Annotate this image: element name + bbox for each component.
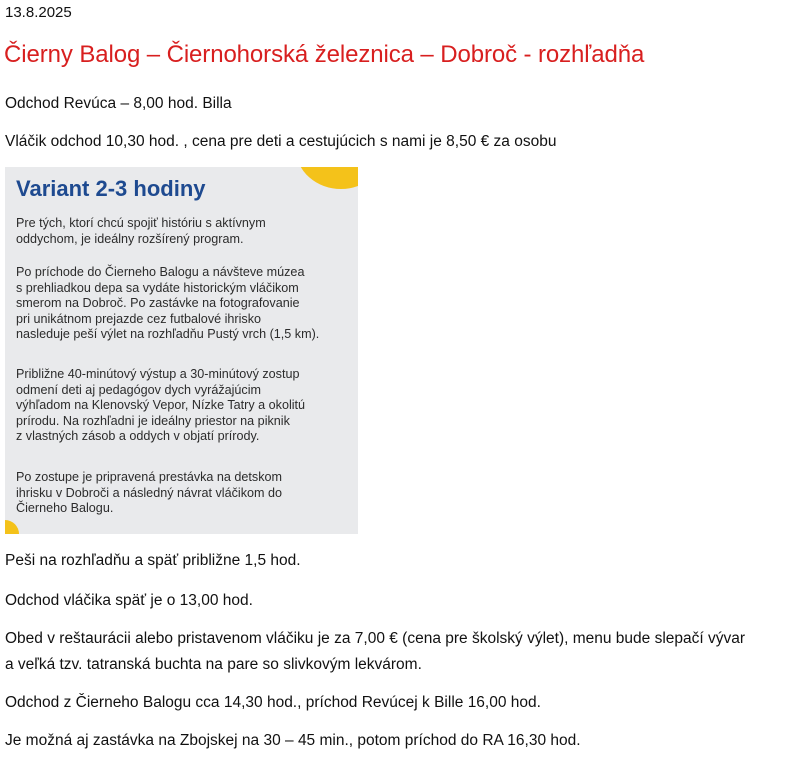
lunch-text-line-1: Obed v reštaurácii alebo pristavenom vláčiku je za 7,00 € (cena pre školský výlet), menu bude slepačí vývar	[5, 630, 746, 647]
card-paragraph: Približne 40-minútový výstup a 30-minútový zostup odmení deti aj pedagógov dych vyrážajúcim výhľadom na Klenovský Vepor, Nízke Tatry a okolitú prírodu. Na rozhľadni je ideálny priestor na piknik z vlastných zásob a oddych v objatí prírody.	[16, 367, 306, 444]
card-paragraph: Po zostupe je pripravená prestávka na detskom ihrisku v Dobroči a následný návrat vláčikom do Čierneho Balogu.	[16, 470, 283, 516]
page-title: Čierny Balog – Čiernohorská železnica – Dobroč - rozhľadňa	[4, 41, 645, 68]
lunch-text-line-2: a veľká tzv. tatranská buchta na pare so slivkovým lekvárom.	[5, 656, 422, 673]
train-text: Vláčik odchod 10,30 hod. , cena pre deti a cestujúcich s nami je 8,50 € za osobu	[5, 133, 557, 150]
sun-decoration-top	[296, 167, 358, 189]
stop-text: Je možná aj zastávka na Zbojskej na 30 – 45 min., potom príchod do RA 16,30 hod.	[5, 732, 581, 749]
card-paragraph: Po príchode do Čierneho Balogu a návšteve múzea s prehliadkou depa sa vydáte historickým vláčikom smerom na Dobroč. Po zastávke na fotografovanie pri unikátnom prejazde cez futbalové ihrisko nasleduje peší výlet na rozhľadňu Pustý vrch (1,5 km).	[16, 265, 320, 342]
sun-decoration-bottom	[5, 520, 19, 534]
walk-text: Peši na rozhľadňu a späť približne 1,5 hod.	[5, 552, 301, 569]
card-paragraph: Pre tých, ktorí chcú spojiť históriu s aktívnym oddychom, je ideálny rozšírený program.	[16, 216, 266, 246]
card-title: Variant 2-3 hodiny	[16, 176, 206, 201]
train-back-text: Odchod vláčika späť je o 13,00 hod.	[5, 592, 253, 609]
return-text: Odchod z Čierneho Balogu cca 14,30 hod., príchod Revúcej k Bille 16,00 hod.	[5, 694, 541, 711]
variant-card-image	[5, 167, 358, 534]
departure-text: Odchod Revúca – 8,00 hod. Billa	[5, 95, 232, 112]
date: 13.8.2025	[5, 4, 72, 21]
